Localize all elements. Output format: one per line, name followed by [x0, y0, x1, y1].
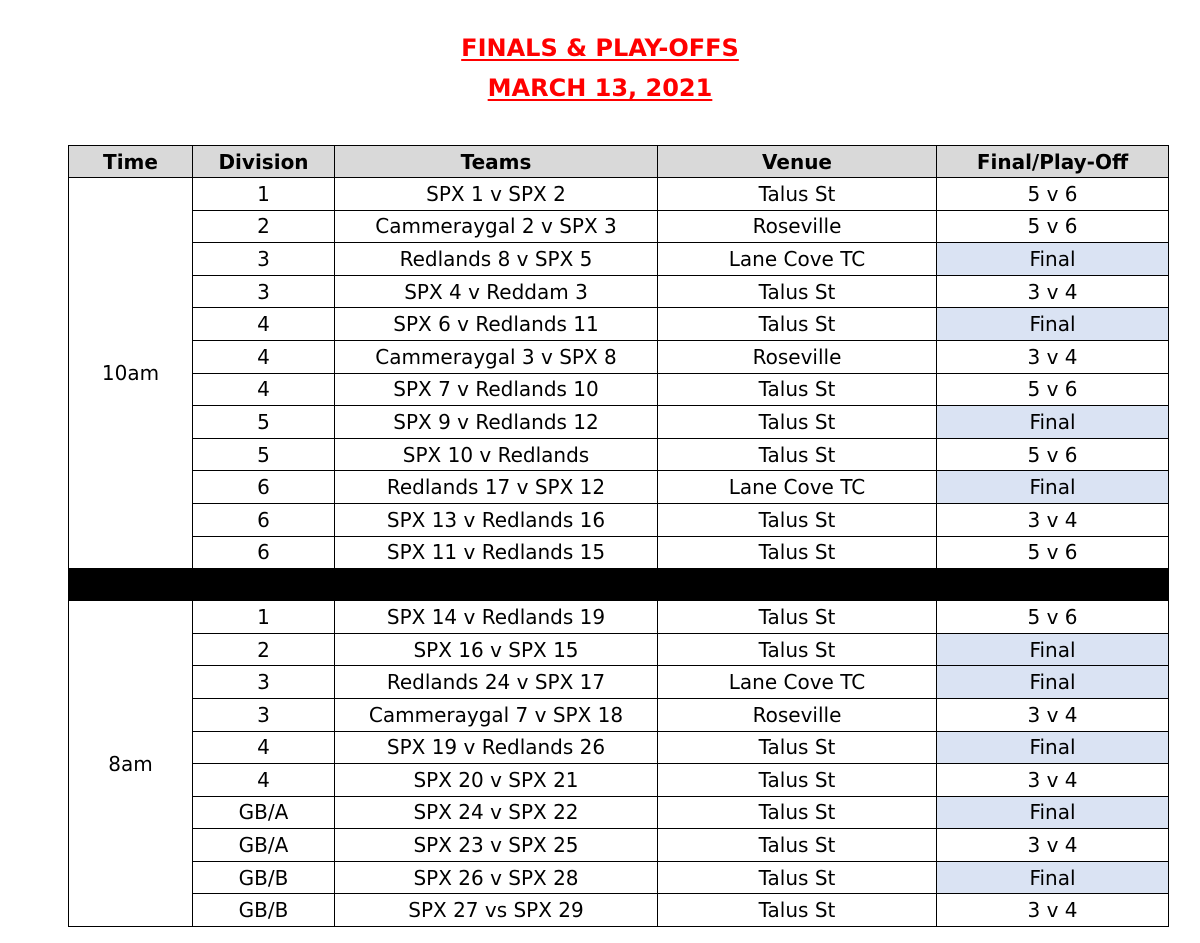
venue-cell: Lane Cove TC: [658, 243, 937, 276]
final-cell: 3 v 4: [937, 894, 1169, 927]
teams-cell: Cammeraygal 7 v SPX 18: [335, 698, 658, 731]
teams-cell: Redlands 17 v SPX 12: [335, 471, 658, 504]
final-cell: 3 v 4: [937, 340, 1169, 373]
division-cell: 3: [193, 275, 335, 308]
division-cell: 1: [193, 178, 335, 211]
table-row: [69, 536, 1169, 569]
separator-cell: [193, 569, 335, 601]
venue-cell: Talus St: [658, 308, 937, 341]
final-cell: Final: [937, 861, 1169, 894]
venue-cell: Roseville: [658, 210, 937, 243]
header-time: Time: [69, 146, 193, 178]
final-cell: Final: [937, 471, 1169, 504]
division-cell: 4: [193, 731, 335, 764]
final-cell: Final: [937, 308, 1169, 341]
time-cell: 8am: [69, 601, 193, 927]
table-row: [69, 698, 1169, 731]
teams-cell: SPX 10 v Redlands: [335, 438, 658, 471]
final-cell: 3 v 4: [937, 503, 1169, 536]
division-cell: 4: [193, 340, 335, 373]
division-cell: 3: [193, 666, 335, 699]
teams-cell: SPX 4 v Reddam 3: [335, 275, 658, 308]
teams-cell: SPX 27 vs SPX 29: [335, 894, 658, 927]
final-cell: Final: [937, 633, 1169, 666]
header-venue: Venue: [658, 146, 937, 178]
teams-cell: SPX 14 v Redlands 19: [335, 601, 658, 634]
header-division: Division: [193, 146, 335, 178]
division-cell: 3: [193, 698, 335, 731]
division-cell: 6: [193, 536, 335, 569]
venue-cell: Talus St: [658, 406, 937, 439]
final-cell: Final: [937, 666, 1169, 699]
header-row: [69, 146, 1169, 178]
teams-cell: SPX 24 v SPX 22: [335, 796, 658, 829]
separator-cell: [335, 569, 658, 601]
division-cell: 4: [193, 373, 335, 406]
venue-cell: Talus St: [658, 373, 937, 406]
final-cell: Final: [937, 796, 1169, 829]
final-cell: 5 v 6: [937, 601, 1169, 634]
teams-cell: SPX 19 v Redlands 26: [335, 731, 658, 764]
division-cell: 2: [193, 210, 335, 243]
venue-cell: Talus St: [658, 731, 937, 764]
table-row: [69, 601, 1169, 634]
final-cell: 3 v 4: [937, 829, 1169, 862]
venue-cell: Talus St: [658, 536, 937, 569]
division-cell: GB/A: [193, 796, 335, 829]
final-cell: 5 v 6: [937, 373, 1169, 406]
final-cell: 3 v 4: [937, 275, 1169, 308]
final-cell: 5 v 6: [937, 178, 1169, 211]
final-cell: 3 v 4: [937, 698, 1169, 731]
division-cell: 3: [193, 243, 335, 276]
table-row: [69, 373, 1169, 406]
final-cell: Final: [937, 406, 1169, 439]
division-cell: 6: [193, 503, 335, 536]
venue-cell: Talus St: [658, 438, 937, 471]
teams-cell: Cammeraygal 3 v SPX 8: [335, 340, 658, 373]
venue-cell: Talus St: [658, 796, 937, 829]
table-row: [69, 894, 1169, 927]
table-row: [69, 210, 1169, 243]
table-row: [69, 340, 1169, 373]
table-row: [69, 438, 1169, 471]
final-cell: 5 v 6: [937, 210, 1169, 243]
division-cell: 2: [193, 633, 335, 666]
venue-cell: Talus St: [658, 764, 937, 797]
venue-cell: Talus St: [658, 894, 937, 927]
division-cell: 5: [193, 438, 335, 471]
table-row: [69, 308, 1169, 341]
table-row: [69, 471, 1169, 504]
table-row: [69, 861, 1169, 894]
table-row: [69, 503, 1169, 536]
time-cell: 10am: [69, 178, 193, 569]
venue-cell: Talus St: [658, 503, 937, 536]
group-separator-row: [69, 569, 1169, 601]
title-line-2: MARCH 13, 2021: [487, 74, 713, 102]
venue-cell: Lane Cove TC: [658, 666, 937, 699]
division-cell: GB/B: [193, 861, 335, 894]
teams-cell: SPX 16 v SPX 15: [335, 633, 658, 666]
table-row: [69, 829, 1169, 862]
final-cell: 5 v 6: [937, 536, 1169, 569]
schedule-body: [69, 178, 1169, 927]
division-cell: GB/A: [193, 829, 335, 862]
document-title: [0, 28, 1200, 108]
table-row: [69, 666, 1169, 699]
venue-cell: Talus St: [658, 275, 937, 308]
division-cell: 5: [193, 406, 335, 439]
division-cell: 4: [193, 308, 335, 341]
teams-cell: Cammeraygal 2 v SPX 3: [335, 210, 658, 243]
separator-cell: [937, 569, 1169, 601]
teams-cell: SPX 9 v Redlands 12: [335, 406, 658, 439]
venue-cell: Talus St: [658, 861, 937, 894]
table-row: [69, 764, 1169, 797]
venue-cell: Talus St: [658, 601, 937, 634]
final-cell: Final: [937, 731, 1169, 764]
teams-cell: SPX 1 v SPX 2: [335, 178, 658, 211]
venue-cell: Lane Cove TC: [658, 471, 937, 504]
venue-cell: Talus St: [658, 829, 937, 862]
header-teams: Teams: [335, 146, 658, 178]
final-cell: 5 v 6: [937, 438, 1169, 471]
division-cell: 1: [193, 601, 335, 634]
venue-cell: Talus St: [658, 633, 937, 666]
table-row: [69, 178, 1169, 211]
final-cell: 3 v 4: [937, 764, 1169, 797]
teams-cell: SPX 11 v Redlands 15: [335, 536, 658, 569]
division-cell: 4: [193, 764, 335, 797]
title-line-1: FINALS & PLAY-OFFS: [461, 34, 739, 62]
table-row: [69, 633, 1169, 666]
table-row: [69, 796, 1169, 829]
division-cell: 6: [193, 471, 335, 504]
schedule-table: [68, 145, 1169, 927]
teams-cell: SPX 7 v Redlands 10: [335, 373, 658, 406]
teams-cell: SPX 13 v Redlands 16: [335, 503, 658, 536]
teams-cell: Redlands 8 v SPX 5: [335, 243, 658, 276]
venue-cell: Roseville: [658, 698, 937, 731]
final-cell: Final: [937, 243, 1169, 276]
teams-cell: SPX 6 v Redlands 11: [335, 308, 658, 341]
table-row: [69, 406, 1169, 439]
teams-cell: Redlands 24 v SPX 17: [335, 666, 658, 699]
teams-cell: SPX 26 v SPX 28: [335, 861, 658, 894]
teams-cell: SPX 20 v SPX 21: [335, 764, 658, 797]
venue-cell: Talus St: [658, 178, 937, 211]
venue-cell: Roseville: [658, 340, 937, 373]
table-row: [69, 731, 1169, 764]
header-final: Final/Play-Off: [937, 146, 1169, 178]
table-row: [69, 275, 1169, 308]
teams-cell: SPX 23 v SPX 25: [335, 829, 658, 862]
division-cell: GB/B: [193, 894, 335, 927]
separator-cell: [69, 569, 193, 601]
separator-cell: [658, 569, 937, 601]
table-row: [69, 243, 1169, 276]
